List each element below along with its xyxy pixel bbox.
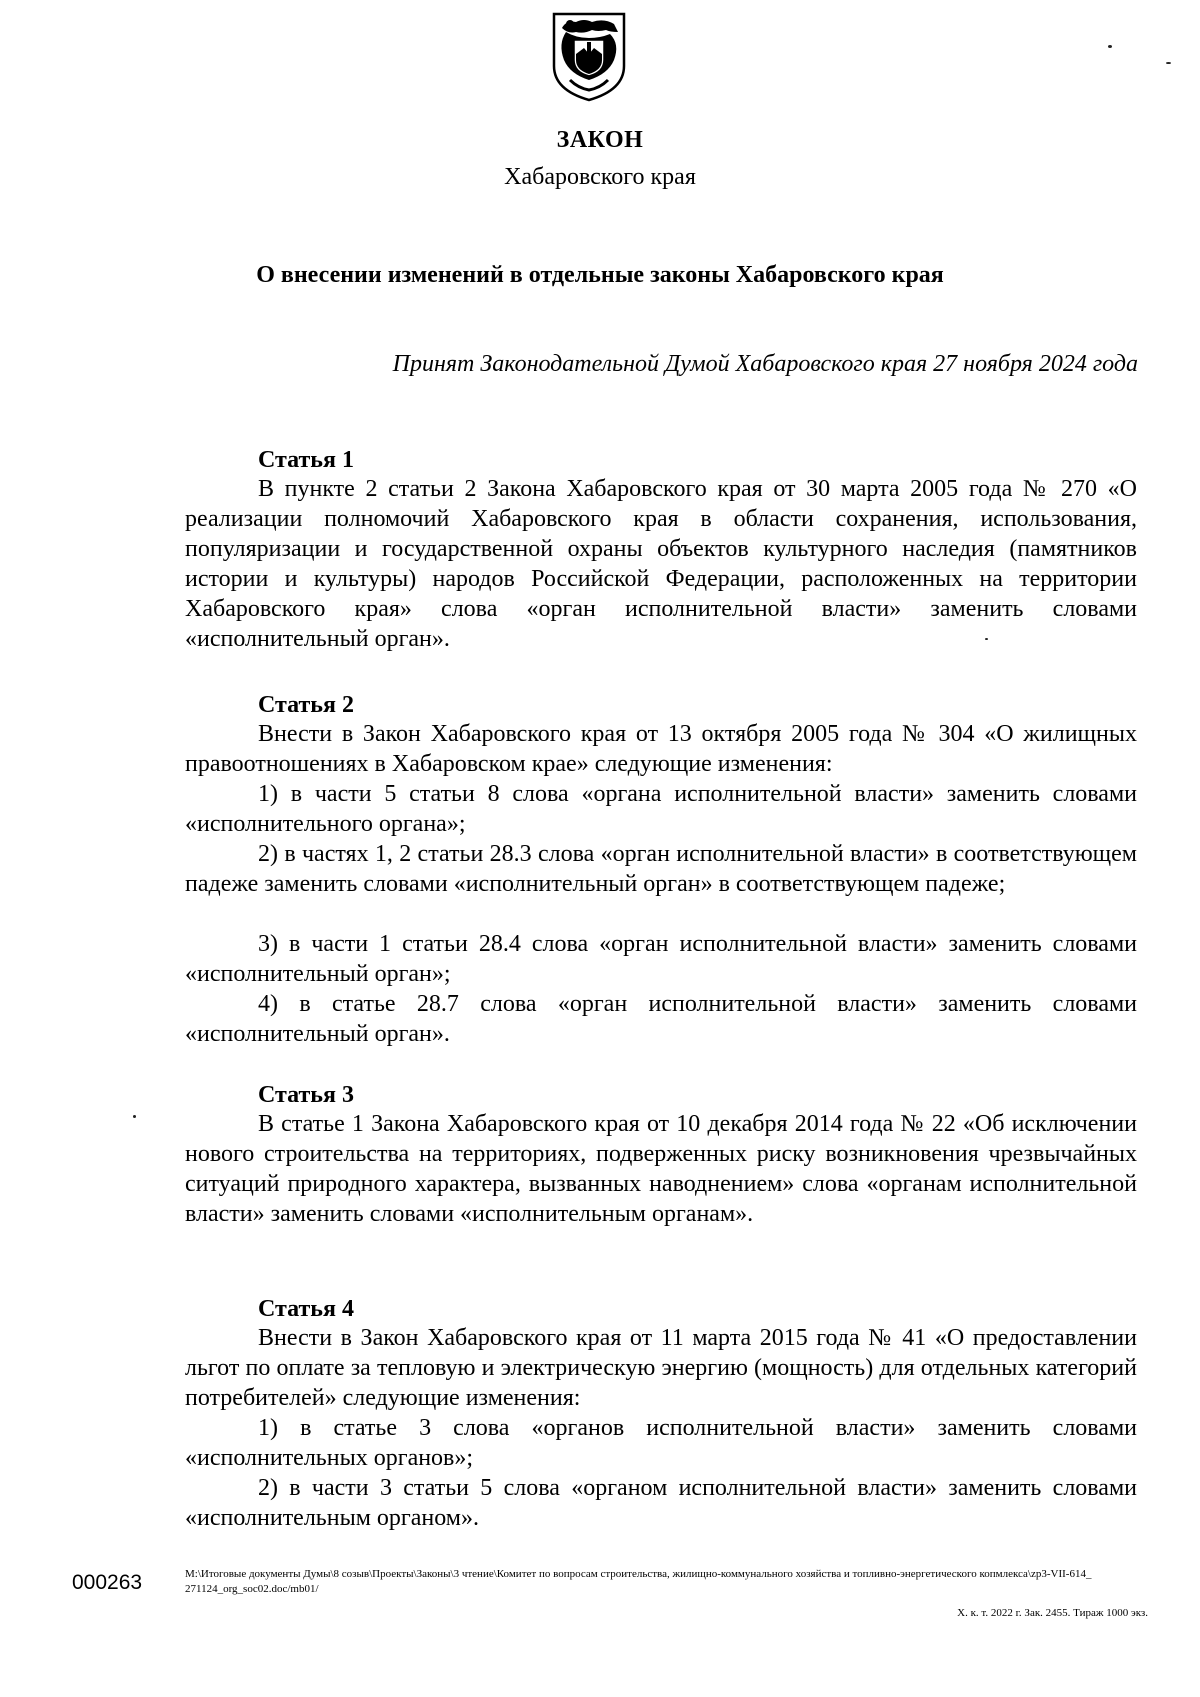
article-2-item-2: 2) в частях 1, 2 статьи 28.3 слова «орган исполнительной власти» в соответствующем падеже заменить словами «исполнительный орган» в соответствующем падеже; — [185, 841, 1137, 897]
region-subtitle: Хабаровского края — [504, 164, 696, 190]
article-1-heading: Статья 1 — [258, 447, 354, 473]
article-2-item-3: 3) в части 1 статьи 28.4 слова «орган исполнительной власти» заменить словами «исполнительный орган»; — [185, 931, 1137, 987]
adoption-note: Принят Законодательной Думой Хабаровского края 27 ноября 2024 года — [392, 351, 1138, 377]
article-2-heading: Статья 2 — [258, 692, 354, 718]
document-title: О внесении изменений в отдельные законы Хабаровского края — [256, 262, 944, 288]
registration-number: 000263 — [72, 1571, 143, 1594]
article-1-text: В пункте 2 статьи 2 Закона Хабаровского края от 30 марта 2005 года № 270 «О реализации полномочий Хабаровского края в области сохранения, использования, популяризации и государственной охраны объектов культурного наследия (памятников истории и культуры) народов Российской Федерации, расположенных на территории Хабаровского края» слова «орган исполнительной власти» заменить словами «исполнительный орган». — [185, 476, 1137, 652]
article-3-text: В статье 1 Закона Хабаровского края от 10 декабря 2014 года № 22 «Об исключении нового строительства на территориях, подверженных риску возникновения чрезвычайных ситуаций природного характера, вызванных наводнением» слова «органам исполнительной власти» заменить словами «исполнительным органам». — [185, 1111, 1137, 1227]
scan-speck — [1166, 62, 1171, 64]
article-2-item-1: 1) в части 5 статьи 8 слова «органа исполнительной власти» заменить словами «исполнительного органа»; — [185, 781, 1137, 837]
scan-speck — [133, 1115, 136, 1118]
file-path: M:\Итоговые документы Думы\8 созыв\Проекты\Законы\3 чтение\Комитет по вопросам строительства, жилищно-коммунального хозяйства и топливно-энергетического копмлекса\zp3-VII-614_ 271124_org_soc02.doc/mb01/ — [185, 1568, 1092, 1595]
law-heading: ЗАКОН — [556, 127, 644, 153]
article-3-heading: Статья 3 — [258, 1082, 354, 1108]
scan-speck — [1108, 45, 1112, 48]
article-2-item-4: 4) в статье 28.7 слова «орган исполнительной власти» заменить словами «исполнительный орган». — [185, 991, 1137, 1047]
print-info: Х. к. т. 2022 г. Зак. 2455. Тираж 1000 экз. — [957, 1607, 1148, 1619]
coat-of-arms-bear-icon — [548, 8, 630, 104]
article-2-text: Внести в Закон Хабаровского края от 13 октября 2005 года № 304 «О жилищных правоотношениях в Хабаровском крае» следующие изменения: — [185, 721, 1137, 777]
emblem — [548, 8, 630, 104]
scan-speck — [985, 638, 988, 640]
article-4-item-2: 2) в части 3 статьи 5 слова «органом исполнительной власти» заменить словами «исполнительным органом». — [185, 1475, 1137, 1531]
article-4-text: Внести в Закон Хабаровского края от 11 марта 2015 года № 41 «О предоставлении льгот по оплате за тепловую и электрическую энергию (мощность) для отдельных категорий потребителей» следующие изменения: — [185, 1325, 1137, 1411]
article-4-item-1: 1) в статье 3 слова «органов исполнительной власти» заменить словами «исполнительных органов»; — [185, 1415, 1137, 1471]
article-4-heading: Статья 4 — [258, 1296, 354, 1322]
